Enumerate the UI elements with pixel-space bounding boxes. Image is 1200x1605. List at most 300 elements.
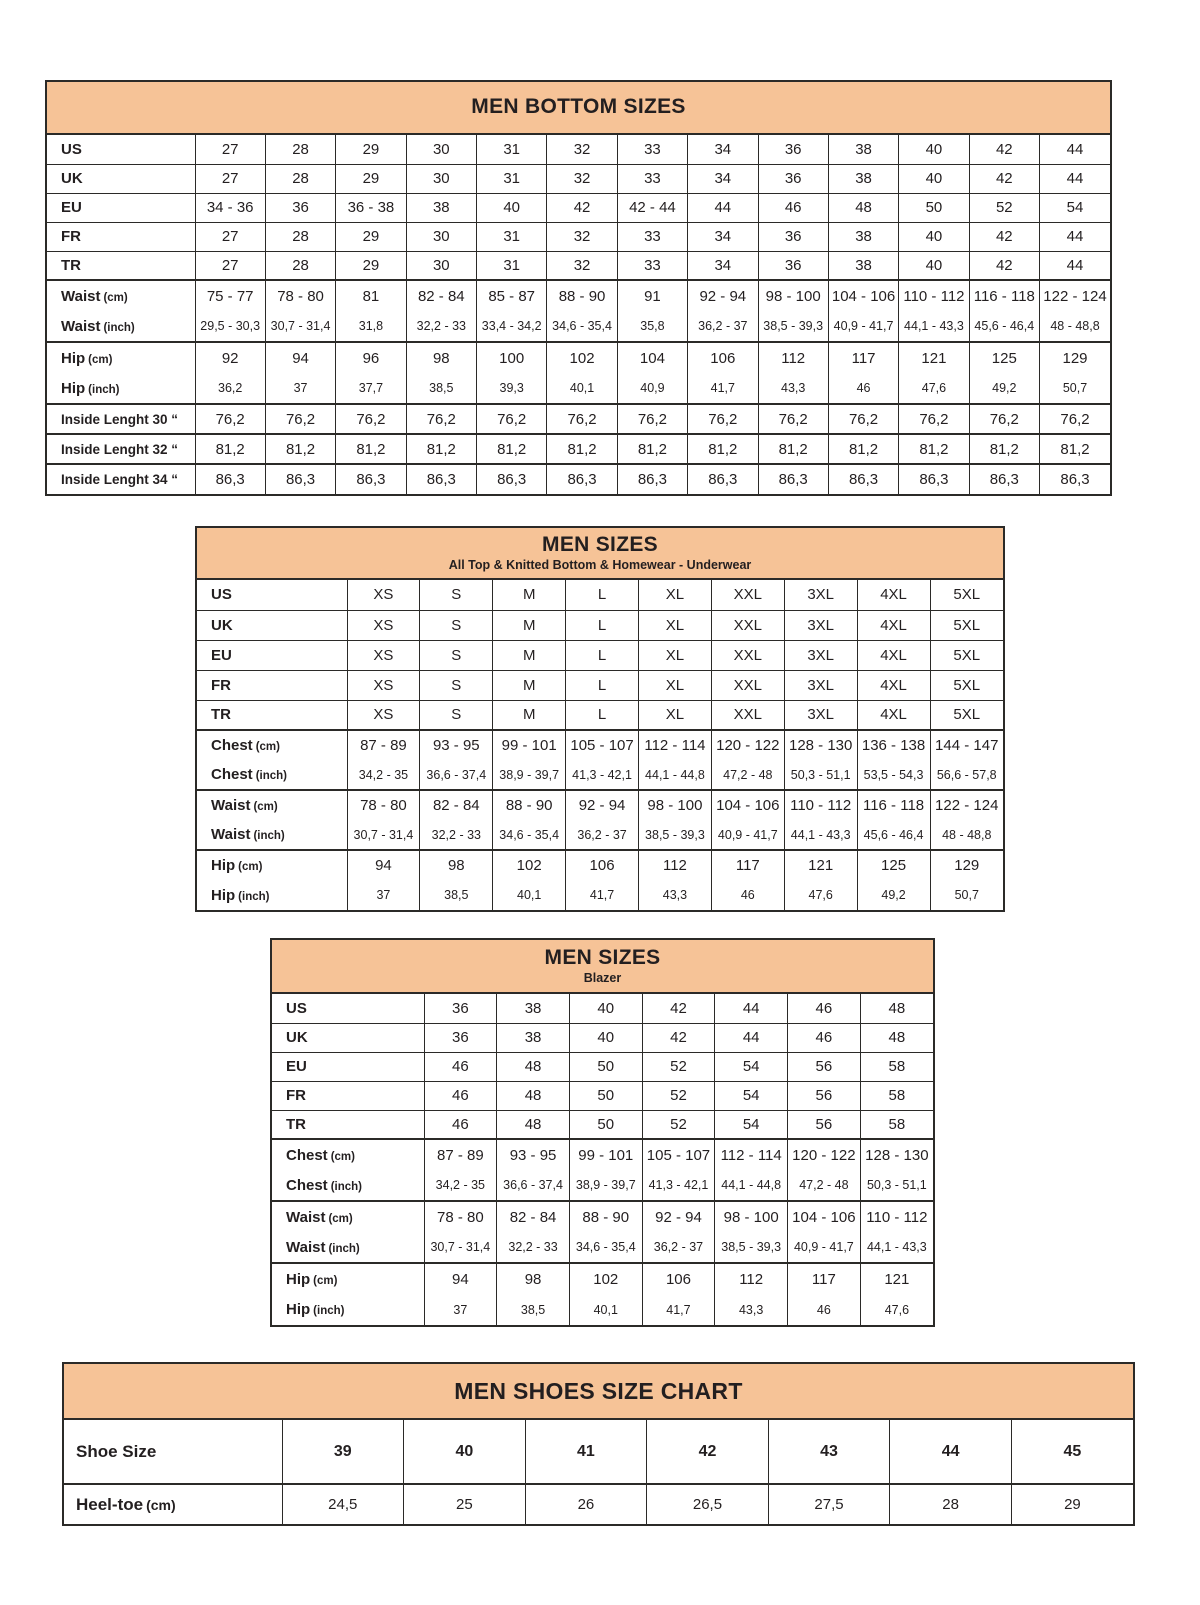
table-header — [272, 940, 933, 994]
value-cell: 34 — [688, 135, 758, 164]
value-cell: 120 - 122 — [788, 1139, 861, 1170]
value-cell: 40 — [899, 222, 969, 251]
value-cell: 5XL — [930, 610, 1003, 640]
table-row — [197, 880, 1003, 910]
value-cell: 129 — [930, 850, 1003, 880]
value-cell: 26,5 — [647, 1484, 769, 1524]
row-label — [272, 1139, 424, 1170]
value-cell: 46 — [788, 994, 861, 1023]
row-label — [47, 434, 195, 464]
row-label-text: TR — [61, 256, 81, 274]
value-cell: 81,2 — [406, 434, 476, 464]
row-label — [47, 222, 195, 251]
value-cell: 33,4 - 34,2 — [477, 311, 547, 342]
row-label — [47, 193, 195, 222]
value-cell: 105 - 107 — [642, 1139, 715, 1170]
row-unit-text: (cm) — [88, 353, 113, 366]
value-cell: 38,5 - 39,3 — [758, 311, 828, 342]
row-label-text: UK — [211, 616, 233, 634]
value-cell: 36 — [758, 164, 828, 193]
value-cell: 33 — [617, 135, 687, 164]
value-cell: 49,2 — [969, 373, 1039, 404]
value-cell: 36 — [265, 193, 335, 222]
value-cell: 34 — [688, 222, 758, 251]
value-cell: 46 — [828, 373, 898, 404]
value-cell: 54 — [715, 1052, 788, 1081]
value-cell: S — [420, 670, 493, 700]
row-label-text: US — [211, 586, 232, 604]
table-row — [272, 1052, 933, 1081]
row-label — [272, 1263, 424, 1294]
value-cell: XS — [347, 670, 420, 700]
value-cell: 82 - 84 — [406, 280, 476, 311]
value-cell: L — [566, 610, 639, 640]
value-cell: 86,3 — [688, 464, 758, 494]
row-label — [197, 700, 347, 730]
value-cell: 112 - 114 — [639, 730, 712, 760]
value-cell: 104 - 106 — [788, 1201, 861, 1232]
value-cell: 44,1 - 44,8 — [715, 1170, 788, 1201]
value-cell: 122 - 124 — [1040, 280, 1111, 311]
value-cell: 53,5 - 54,3 — [857, 760, 930, 790]
row-unit-text: (inch) — [253, 830, 285, 842]
row-label-text: Inside Lenght 34 “ — [61, 472, 179, 487]
table-row — [272, 1081, 933, 1110]
table-title: MEN BOTTOM SIZES — [471, 95, 686, 119]
value-cell: 27 — [195, 164, 265, 193]
value-cell: 36 — [758, 222, 828, 251]
value-cell: 116 - 118 — [857, 790, 930, 820]
value-cell: 128 - 130 — [860, 1139, 933, 1170]
value-cell: 86,3 — [195, 464, 265, 494]
value-cell: 49,2 — [857, 880, 930, 910]
value-cell: 39,3 — [477, 373, 547, 404]
row-label-text: US — [61, 140, 82, 158]
value-cell: 40 — [899, 164, 969, 193]
row-label-text: Heel-toe — [76, 1494, 144, 1514]
value-cell: 44 — [1040, 251, 1111, 280]
value-cell: 41,3 - 42,1 — [642, 1170, 715, 1201]
value-cell: 116 - 118 — [969, 280, 1039, 311]
table-row — [197, 790, 1003, 820]
table-row — [197, 610, 1003, 640]
row-label-text: EU — [61, 199, 82, 216]
value-cell: 44,1 - 43,3 — [784, 820, 857, 850]
table-row — [197, 670, 1003, 700]
value-cell: 41,3 - 42,1 — [566, 760, 639, 790]
value-cell: 122 - 124 — [930, 790, 1003, 820]
value-cell: XL — [639, 700, 712, 730]
row-label — [272, 1170, 424, 1201]
value-cell: 34,2 - 35 — [424, 1170, 497, 1201]
value-cell: 86,3 — [406, 464, 476, 494]
value-cell: 26 — [525, 1484, 647, 1524]
value-cell: 4XL — [857, 640, 930, 670]
value-cell: 50,7 — [930, 880, 1003, 910]
value-cell: 32 — [547, 222, 617, 251]
value-cell: 56 — [788, 1110, 861, 1139]
value-cell: 29 — [1011, 1484, 1133, 1524]
value-cell: 38 — [828, 164, 898, 193]
value-cell: 81,2 — [547, 434, 617, 464]
value-cell: 33 — [617, 251, 687, 280]
value-cell: 88 - 90 — [493, 790, 566, 820]
value-cell: 39 — [282, 1420, 404, 1484]
value-cell: 94 — [347, 850, 420, 880]
value-cell: 25 — [404, 1484, 526, 1524]
row-label — [197, 880, 347, 910]
value-cell: 81,2 — [828, 434, 898, 464]
value-cell: 104 — [617, 342, 687, 373]
value-cell: 102 — [493, 850, 566, 880]
value-cell: 88 - 90 — [547, 280, 617, 311]
value-cell: 46 — [758, 193, 828, 222]
table-row — [197, 580, 1003, 610]
value-cell: 47,2 - 48 — [788, 1170, 861, 1201]
value-cell: 30,7 - 31,4 — [424, 1232, 497, 1263]
row-label — [47, 464, 195, 494]
table-row — [272, 1294, 933, 1325]
value-cell: 76,2 — [828, 404, 898, 434]
value-cell: 40,1 — [493, 880, 566, 910]
value-cell: XXL — [711, 700, 784, 730]
value-cell: 47,2 - 48 — [711, 760, 784, 790]
value-cell: 86,3 — [899, 464, 969, 494]
value-cell: 48 - 48,8 — [930, 820, 1003, 850]
value-cell: 40 — [899, 135, 969, 164]
row-label-text: Hip — [61, 379, 86, 397]
table-row — [272, 1232, 933, 1263]
value-cell: 86,3 — [828, 464, 898, 494]
row-unit-text: (cm) — [238, 861, 263, 873]
row-label — [197, 820, 347, 850]
value-cell: 32,2 - 33 — [497, 1232, 570, 1263]
value-cell: 76,2 — [969, 404, 1039, 434]
row-label — [197, 670, 347, 700]
table-header — [197, 528, 1003, 580]
value-cell: S — [420, 580, 493, 610]
value-cell: 40,9 - 41,7 — [828, 311, 898, 342]
value-cell: 40 — [477, 193, 547, 222]
value-cell: 34 - 36 — [195, 193, 265, 222]
value-cell: S — [420, 610, 493, 640]
value-cell: 40,1 — [569, 1294, 642, 1325]
value-cell: 56 — [788, 1081, 861, 1110]
value-cell: 33 — [617, 222, 687, 251]
value-cell: XXL — [711, 670, 784, 700]
value-cell: XL — [639, 670, 712, 700]
value-cell: L — [566, 700, 639, 730]
value-cell: 3XL — [784, 640, 857, 670]
value-cell: 4XL — [857, 670, 930, 700]
value-cell: XL — [639, 640, 712, 670]
value-cell: 50 — [569, 1110, 642, 1139]
row-label — [272, 994, 424, 1023]
value-cell: 52 — [642, 1052, 715, 1081]
value-cell: 27,5 — [768, 1484, 890, 1524]
value-cell: 40,9 - 41,7 — [788, 1232, 861, 1263]
value-cell: 44 — [890, 1420, 1012, 1484]
row-label — [47, 342, 195, 373]
value-cell: 42 — [642, 1023, 715, 1052]
value-cell: 27 — [195, 222, 265, 251]
value-cell: 28 — [265, 251, 335, 280]
value-cell: 98 — [497, 1263, 570, 1294]
value-cell: 42 — [969, 251, 1039, 280]
row-label — [272, 1201, 424, 1232]
value-cell: 105 - 107 — [566, 730, 639, 760]
table-row — [47, 222, 1110, 251]
row-unit-text: (inch) — [330, 1180, 362, 1193]
value-cell: 98 — [406, 342, 476, 373]
value-cell: 50 — [569, 1081, 642, 1110]
row-unit-text: (cm) — [253, 801, 278, 813]
row-label-text: Waist — [286, 1208, 326, 1226]
value-cell: 32,2 - 33 — [420, 820, 493, 850]
row-label-text: UK — [286, 1029, 308, 1046]
table-header — [47, 82, 1110, 135]
value-cell: 34,6 - 35,4 — [547, 311, 617, 342]
men-sizes-blazer-table — [270, 938, 935, 1327]
value-cell: XS — [347, 640, 420, 670]
table-row — [47, 251, 1110, 280]
table-row — [47, 164, 1110, 193]
value-cell: 46 — [424, 1110, 497, 1139]
value-cell: 82 - 84 — [497, 1201, 570, 1232]
value-cell: XS — [347, 580, 420, 610]
row-label — [47, 164, 195, 193]
value-cell: 40 — [569, 1023, 642, 1052]
value-cell: 41 — [525, 1420, 647, 1484]
value-cell: 36 - 38 — [336, 193, 406, 222]
row-label — [64, 1484, 282, 1524]
value-cell: 81,2 — [1040, 434, 1111, 464]
row-unit-text: (inch) — [238, 890, 270, 903]
value-cell: 48 — [828, 193, 898, 222]
row-label-text: Chest — [286, 1146, 328, 1164]
value-cell: 33 — [617, 164, 687, 193]
value-cell: 4XL — [857, 580, 930, 610]
value-cell: 86,3 — [547, 464, 617, 494]
value-cell: 34,6 - 35,4 — [493, 820, 566, 850]
value-cell: 36,2 — [195, 373, 265, 404]
men-bottom-sizes-table — [45, 80, 1112, 496]
value-cell: 31 — [477, 222, 547, 251]
row-label-text: FR — [286, 1087, 306, 1104]
value-cell: 36 — [424, 1023, 497, 1052]
value-cell: 58 — [860, 1052, 933, 1081]
value-cell: 54 — [715, 1081, 788, 1110]
value-cell: 37 — [424, 1294, 497, 1325]
table-row — [197, 700, 1003, 730]
value-cell: 42 — [647, 1420, 769, 1484]
value-cell: 5XL — [930, 700, 1003, 730]
value-cell: 45 — [1011, 1420, 1133, 1484]
value-cell: 44 — [1040, 164, 1111, 193]
value-cell: 46 — [788, 1294, 861, 1325]
value-cell: 78 - 80 — [347, 790, 420, 820]
value-cell: 112 — [715, 1263, 788, 1294]
value-cell: 30 — [406, 251, 476, 280]
value-cell: 76,2 — [195, 404, 265, 434]
value-cell: 36 — [424, 994, 497, 1023]
row-label — [47, 404, 195, 434]
value-cell: 121 — [784, 850, 857, 880]
value-cell: 99 - 101 — [493, 730, 566, 760]
value-cell: 136 - 138 — [857, 730, 930, 760]
value-cell: 48 — [497, 1110, 570, 1139]
row-unit-text: (cm) — [146, 1496, 176, 1513]
table-title: MEN SIZES — [544, 946, 661, 970]
row-label-text: FR — [211, 676, 231, 694]
value-cell: 30 — [406, 164, 476, 193]
value-cell: 3XL — [784, 610, 857, 640]
value-cell: 36 — [758, 251, 828, 280]
value-cell: 52 — [969, 193, 1039, 222]
value-cell: 30 — [406, 135, 476, 164]
value-cell: L — [566, 640, 639, 670]
table-row — [272, 1170, 933, 1201]
value-cell: 93 - 95 — [420, 730, 493, 760]
value-cell: 92 - 94 — [688, 280, 758, 311]
value-cell: 106 — [566, 850, 639, 880]
size-grid — [197, 580, 1003, 910]
row-label-text: Chest — [211, 766, 253, 783]
value-cell: 41,7 — [688, 373, 758, 404]
value-cell: XL — [639, 610, 712, 640]
row-label — [197, 790, 347, 820]
value-cell: 38 — [497, 1023, 570, 1052]
value-cell: 38,5 — [420, 880, 493, 910]
value-cell: 32 — [547, 251, 617, 280]
value-cell: 42 — [969, 164, 1039, 193]
table-row — [47, 193, 1110, 222]
value-cell: 47,6 — [899, 373, 969, 404]
value-cell: 110 - 112 — [860, 1201, 933, 1232]
value-cell: 44,1 - 43,3 — [860, 1232, 933, 1263]
value-cell: 58 — [860, 1110, 933, 1139]
row-label-text: Waist — [211, 826, 251, 843]
row-label-text: EU — [286, 1058, 307, 1075]
value-cell: 125 — [857, 850, 930, 880]
table-row — [47, 135, 1110, 164]
value-cell: 86,3 — [477, 464, 547, 494]
value-cell: 88 - 90 — [569, 1201, 642, 1232]
row-unit-text: (inch) — [313, 1305, 345, 1317]
value-cell: 29 — [336, 251, 406, 280]
value-cell: 32 — [547, 135, 617, 164]
value-cell: 38 — [406, 193, 476, 222]
table-row — [272, 1201, 933, 1232]
value-cell: 78 - 80 — [424, 1201, 497, 1232]
row-unit-text: (cm) — [255, 741, 280, 753]
value-cell: 52 — [642, 1081, 715, 1110]
row-label-text: Hip — [286, 1301, 311, 1318]
value-cell: 31,8 — [336, 311, 406, 342]
value-cell: M — [493, 580, 566, 610]
value-cell: 92 - 94 — [566, 790, 639, 820]
value-cell: 94 — [424, 1263, 497, 1294]
value-cell: 98 - 100 — [639, 790, 712, 820]
value-cell: 30 — [406, 222, 476, 251]
value-cell: 81,2 — [195, 434, 265, 464]
value-cell: 81,2 — [336, 434, 406, 464]
value-cell: 54 — [1040, 193, 1111, 222]
value-cell: 86,3 — [758, 464, 828, 494]
value-cell: 40 — [899, 251, 969, 280]
value-cell: 93 - 95 — [497, 1139, 570, 1170]
value-cell: 76,2 — [477, 404, 547, 434]
value-cell: 92 — [195, 342, 265, 373]
row-label-text: US — [286, 999, 307, 1017]
row-label — [272, 1232, 424, 1263]
value-cell: 76,2 — [688, 404, 758, 434]
value-cell: 46 — [424, 1081, 497, 1110]
value-cell: 36 — [758, 135, 828, 164]
value-cell: 38,5 — [406, 373, 476, 404]
men-sizes-top-knitted-table — [195, 526, 1005, 912]
row-unit-text: (inch) — [88, 383, 120, 396]
row-label — [197, 850, 347, 880]
value-cell: 46 — [788, 1023, 861, 1052]
row-label-text: Hip — [211, 857, 236, 874]
value-cell: 81,2 — [688, 434, 758, 464]
row-label-text: EU — [211, 646, 232, 664]
value-cell: 5XL — [930, 580, 1003, 610]
table-row — [197, 850, 1003, 880]
value-cell: 81,2 — [969, 434, 1039, 464]
row-label — [272, 1081, 424, 1110]
value-cell: 86,3 — [617, 464, 687, 494]
table-row — [197, 820, 1003, 850]
value-cell: 42 - 44 — [617, 193, 687, 222]
value-cell: 76,2 — [547, 404, 617, 434]
value-cell: 37,7 — [336, 373, 406, 404]
value-cell: XXL — [711, 610, 784, 640]
value-cell: 94 — [265, 342, 335, 373]
value-cell: 99 - 101 — [569, 1139, 642, 1170]
value-cell: 86,3 — [265, 464, 335, 494]
value-cell: 29 — [336, 222, 406, 251]
value-cell: 43,3 — [639, 880, 712, 910]
value-cell: 117 — [788, 1263, 861, 1294]
value-cell: 37 — [347, 880, 420, 910]
row-label — [197, 730, 347, 760]
value-cell: 85 - 87 — [477, 280, 547, 311]
table-title: MEN SIZES — [542, 533, 658, 557]
value-cell: 27 — [195, 135, 265, 164]
value-cell: 34 — [688, 164, 758, 193]
value-cell: 76,2 — [336, 404, 406, 434]
value-cell: 48 — [860, 994, 933, 1023]
row-label-text: Waist — [211, 797, 251, 814]
value-cell: 106 — [642, 1263, 715, 1294]
value-cell: 38,5 - 39,3 — [639, 820, 712, 850]
row-label — [197, 760, 347, 790]
value-cell: 92 - 94 — [642, 1201, 715, 1232]
value-cell: 44,1 - 44,8 — [639, 760, 712, 790]
value-cell: 31 — [477, 135, 547, 164]
value-cell: M — [493, 700, 566, 730]
table-header — [64, 1364, 1133, 1420]
value-cell: 28 — [265, 164, 335, 193]
value-cell: 38 — [497, 994, 570, 1023]
value-cell: 46 — [424, 1052, 497, 1081]
table-row — [47, 280, 1110, 311]
row-label-text: Chest — [286, 1176, 328, 1194]
value-cell: 112 — [758, 342, 828, 373]
value-cell: 125 — [969, 342, 1039, 373]
